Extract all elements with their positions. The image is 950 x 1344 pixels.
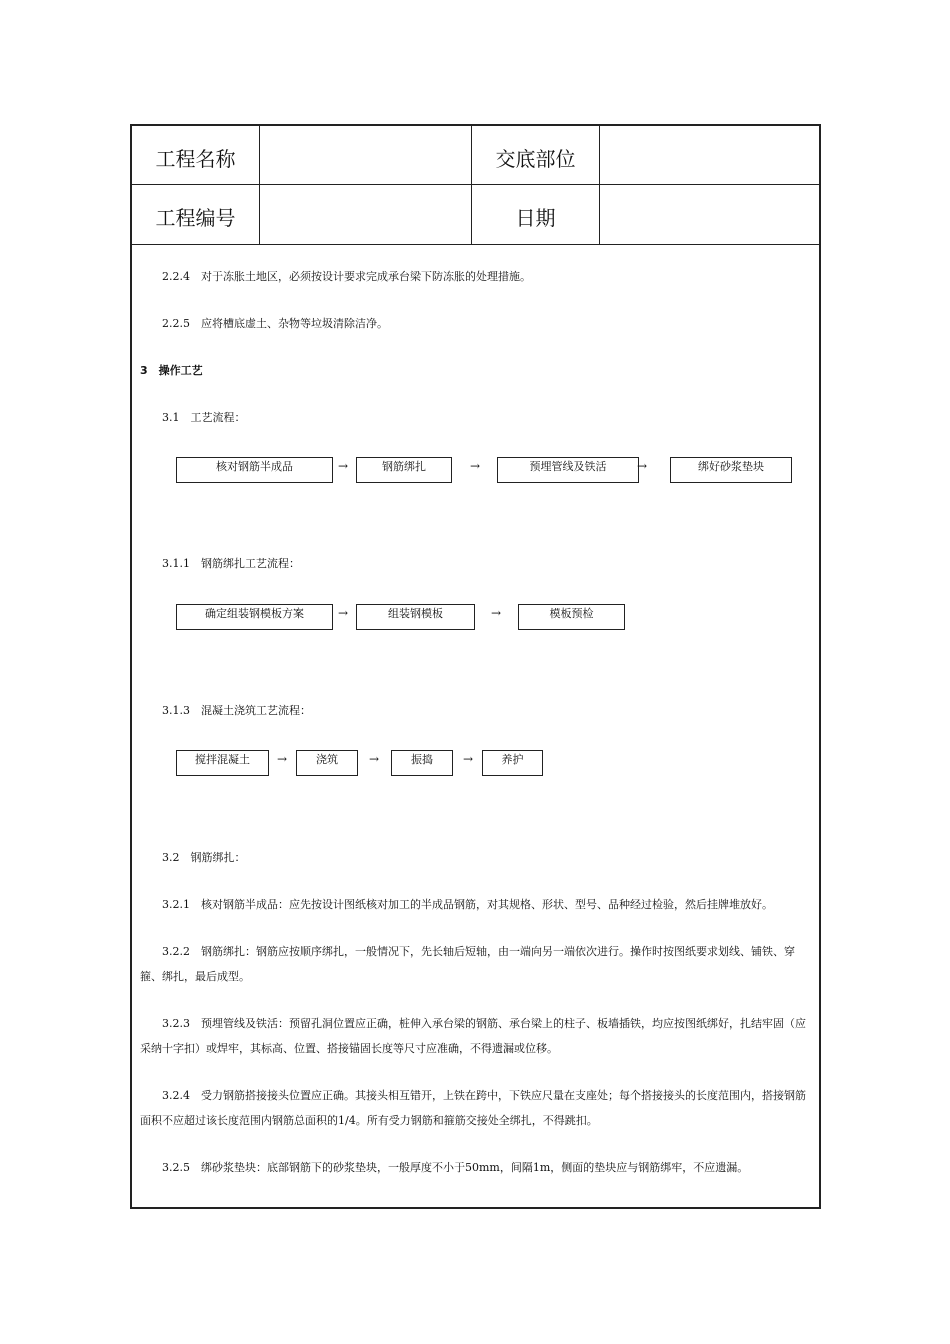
section-3-1-3-heading: 3.1.3 混凝土浇筑工艺流程： (162, 704, 311, 717)
section-3-1-1-heading: 3.1.1 钢筋绑扎工艺流程： (162, 557, 300, 570)
flow1-arrow-1: → (338, 459, 349, 473)
flow2-arrow-1: → (338, 606, 349, 620)
flow1-step-4: 绑好砂浆垫块 (670, 457, 792, 483)
flow2-step-3: 模板预检 (518, 604, 625, 630)
handover-part-label: 交底部位 (495, 147, 576, 171)
flow1-arrow-3: → (637, 459, 648, 473)
flow3-arrow-3: → (463, 752, 474, 766)
paragraph-3-2-4-line-1: 3.2.4 受力钢筋搭接接头位置应正确。其接头相互错开，上铁在跨中，下铁应尺量在支座处；每个搭接接头的长度范围内，搭接钢筋 (162, 1089, 806, 1102)
project-number-label: 工程编号 (155, 206, 236, 230)
paragraph-3-2-4-line-2: 面积不应超过该长度范围内钢筋总面积的1/4。所有受力钢筋和箍筋交接处全绑扎，不得跳扣。 (140, 1114, 598, 1127)
flow3-step-1: 搅拌混凝土 (176, 750, 269, 776)
header-row-divider (132, 184, 819, 185)
paragraph-2-2-5: 2.2.5 应将槽底虚土、杂物等垃圾清除洁净。 (162, 317, 388, 330)
flow2-step-1: 确定组装钢模板方案 (176, 604, 333, 630)
flow2-arrow-2: → (491, 606, 502, 620)
header-bottom-divider (132, 244, 819, 245)
paragraph-2-2-4: 2.2.4 对于冻胀土地区，必须按设计要求完成承台梁下防冻胀的处理措施。 (162, 270, 531, 283)
section-3-heading: 3 操作工艺 (140, 364, 203, 377)
flow3-step-4: 养护 (482, 750, 543, 776)
flow3-step-3: 振捣 (391, 750, 453, 776)
flow3-arrow-2: → (369, 752, 380, 766)
section-3-2-heading: 3.2 钢筋绑扎： (162, 851, 246, 864)
header-col-divider-1 (259, 126, 260, 244)
header-col-divider-3 (599, 126, 600, 244)
paragraph-3-2-2-line-1: 3.2.2 钢筋绑扎：钢筋应按顺序绑扎，一般情况下，先长轴后短轴，由一端向另一端依次进行。操作时按图纸要求划线、铺铁、穿 (162, 945, 795, 958)
paragraph-3-2-3-line-1: 3.2.3 预埋管线及铁活：预留孔洞位置应正确，桩伸入承台梁的钢筋、承台梁上的柱子、板墙插铁，均应按图纸绑好，扎结牢固（应 (162, 1017, 806, 1030)
flow1-arrow-2: → (470, 459, 481, 473)
date-label: 日期 (515, 206, 556, 230)
paragraph-3-2-3-line-2: 采纳十字扣）或焊牢，其标高、位置、搭接锚固长度等尺寸应准确，不得遗漏或位移。 (140, 1042, 558, 1055)
flow1-step-2: 钢筋绑扎 (356, 457, 452, 483)
paragraph-3-2-2-line-2: 箍、绑扎，最后成型。 (140, 970, 250, 983)
flow1-step-1: 核对钢筋半成品 (176, 457, 333, 483)
paragraph-3-2-5: 3.2.5 绑砂浆垫块：底部钢筋下的砂浆垫块，一般厚度不小于50mm，间隔1m，侧面的垫块应与钢筋绑牢，不应遗漏。 (162, 1161, 749, 1174)
section-3-1-heading: 3.1 工艺流程： (162, 411, 246, 424)
paragraph-3-2-1: 3.2.1 核对钢筋半成品：应先按设计图纸核对加工的半成品钢筋，对其规格、形状、型号、品种经过检验，然后挂牌堆放好。 (162, 898, 773, 911)
project-name-label: 工程名称 (155, 147, 236, 171)
flow3-step-2: 浇筑 (296, 750, 358, 776)
flow3-arrow-1: → (277, 752, 288, 766)
flow2-step-2: 组装钢模板 (356, 604, 475, 630)
flow1-step-3: 预埋管线及铁活 (497, 457, 639, 483)
